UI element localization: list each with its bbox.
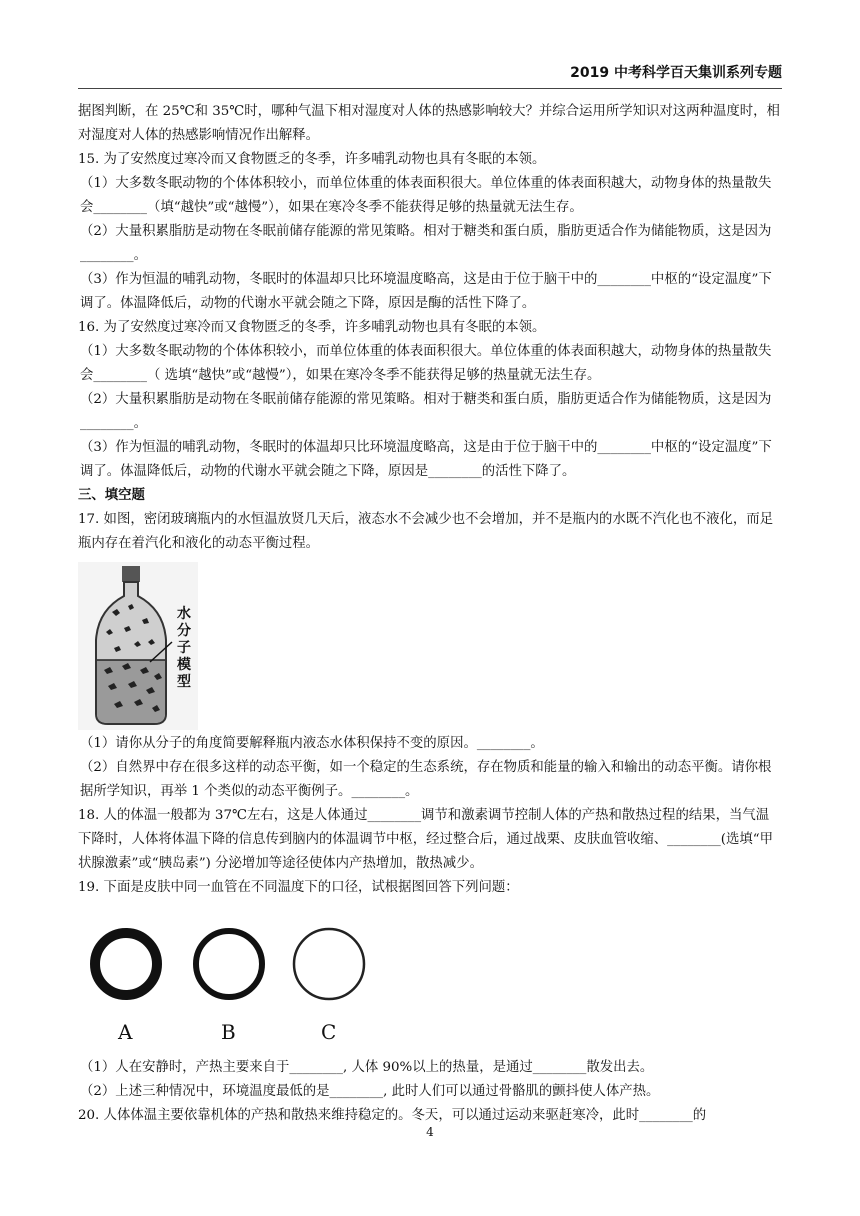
vessel-diameter-figure — [84, 920, 384, 1050]
bottle-figure — [78, 562, 198, 730]
question-16-part-1: （1）大多数冬眠动物的个体体积较小，而单位体重的体表面积很大。单位体重的体表面积越大，动物身体的热量散失会________（ 选填“越快”或“越慢”），如果在寒冷冬季不能获得足够的热量就无法生存。 — [80, 344, 772, 383]
question-15-part-1: （1）大多数冬眠动物的个体体积较小，而单位体重的体表面积很大。单位体重的体表面积越大，动物身体的热量散失会________（填“越快”或“越慢”），如果在寒冷冬季不能获得足够的热量就无法生存。 — [80, 176, 772, 215]
question-19-part-2: （2）上述三种情况中，环境温度最低的是________, 此时人们可以通过骨骼肌的颤抖使人体产热。 — [80, 1084, 660, 1099]
header-title: 2019 中考科学百天集训系列专题 — [570, 65, 782, 81]
vessel-label-b: B — [221, 1020, 236, 1044]
page-content — [78, 100, 782, 1128]
paragraph: 据图判断，在 25℃和 35℃时，哪种气温下相对湿度对人体的热感影响较大？并综合运用所学知识对这两种温度时，相对湿度对人体的热感影响情况作出解释。 — [78, 104, 780, 143]
question-16-part-3: （3）作为恒温的哺乳动物，冬眠时的体温却只比环境温度略高，这是由于位于脑干中的________中枢的“设定温度”下调了。体温降低后，动物的代谢水平就会随之下降，原因是________的活性下降了。 — [80, 440, 772, 479]
question-19-part-1: （1）人在安静时，产热主要来自于________, 人体 90%以上的热量，是通过________散发出去。 — [80, 1060, 654, 1075]
vessel-label-c: C — [321, 1020, 337, 1044]
question-15-part-2: （2）大量积累脂肪是动物在冬眠前储存能源的常见策略。相对于糖类和蛋白质，脂肪更适合作为储能物质，这是因为________。 — [80, 224, 772, 263]
question-18: 18. 人的体温一般都为 37℃左右，这是人体通过________调节和激素调节控制人体的产热和散热过程的结果，当气温下降时，人体将体温下降的信息传到脑内的体温调节中枢，经过整合后，通过战栗、皮肤血管收缩、________(选填“甲状腺激素”或“胰岛素”) 分泌增加等途径使体内产热增加，散热减少。 — [78, 808, 773, 871]
question-19-stem: 19. 下面是皮肤中同一血管在不同温度下的口径，试根据图回答下列问题： — [78, 880, 519, 895]
question-17-part-1: （1）请你从分子的角度简要解释瓶内液态水体积保持不变的原因。________。 — [80, 736, 544, 751]
question-20: 20. 人体体温主要依靠机体的产热和散热来维持稳定的。冬天，可以通过运动来驱赶寒冷，此时________的 — [78, 1108, 707, 1123]
vessel-a-circle — [95, 933, 157, 995]
question-15-stem: 15. 为了安然度过寒冷而又食物匮乏的冬季，许多哺乳动物也具有冬眠的本领。 — [78, 152, 546, 167]
question-17-stem: 17. 如图，密闭玻璃瓶内的水恒温放贤几天后，液态水不会减少也不会增加，并不是瓶内的水既不汽化也不液化，而足瓶内存在着汽化和液化的动态平衡过程。 — [78, 512, 774, 551]
bottle-label: 水分子模型 — [177, 606, 191, 690]
vessel-b-circle — [196, 931, 262, 997]
question-16-part-2: （2）大量积累脂肪是动物在冬眠前储存能源的常见策略。相对于糖类和蛋白质，脂肪更适合作为储能物质，这是因为________。 — [80, 392, 772, 431]
vessel-circles — [84, 920, 384, 1020]
vessel-label-a: A — [118, 1020, 133, 1044]
question-15-part-3: （3）作为恒温的哺乳动物，冬眠时的体温却只比环境温度略高，这是由于位于脑干中的________中枢的“设定温度”下调了。体温降低后，动物的代谢水平就会随之下降，原因是酶的活性下降了。 — [80, 272, 772, 311]
vessel-c-circle — [294, 929, 364, 999]
header-rule — [78, 88, 782, 89]
page-number: 4 — [426, 1125, 434, 1139]
question-16-stem: 16. 为了安然度过寒冷而又食物匮乏的冬季，许多哺乳动物也具有冬眠的本领。 — [78, 320, 546, 335]
question-17-part-2: （2）自然界中存在很多这样的动态平衡，如一个稳定的生态系统，存在物质和能量的输入和输出的动态平衡。请你根据所学知识，再举 1 个类似的动态平衡例子。________。 — [80, 760, 772, 799]
section-title: 三、填空题 — [78, 488, 145, 503]
